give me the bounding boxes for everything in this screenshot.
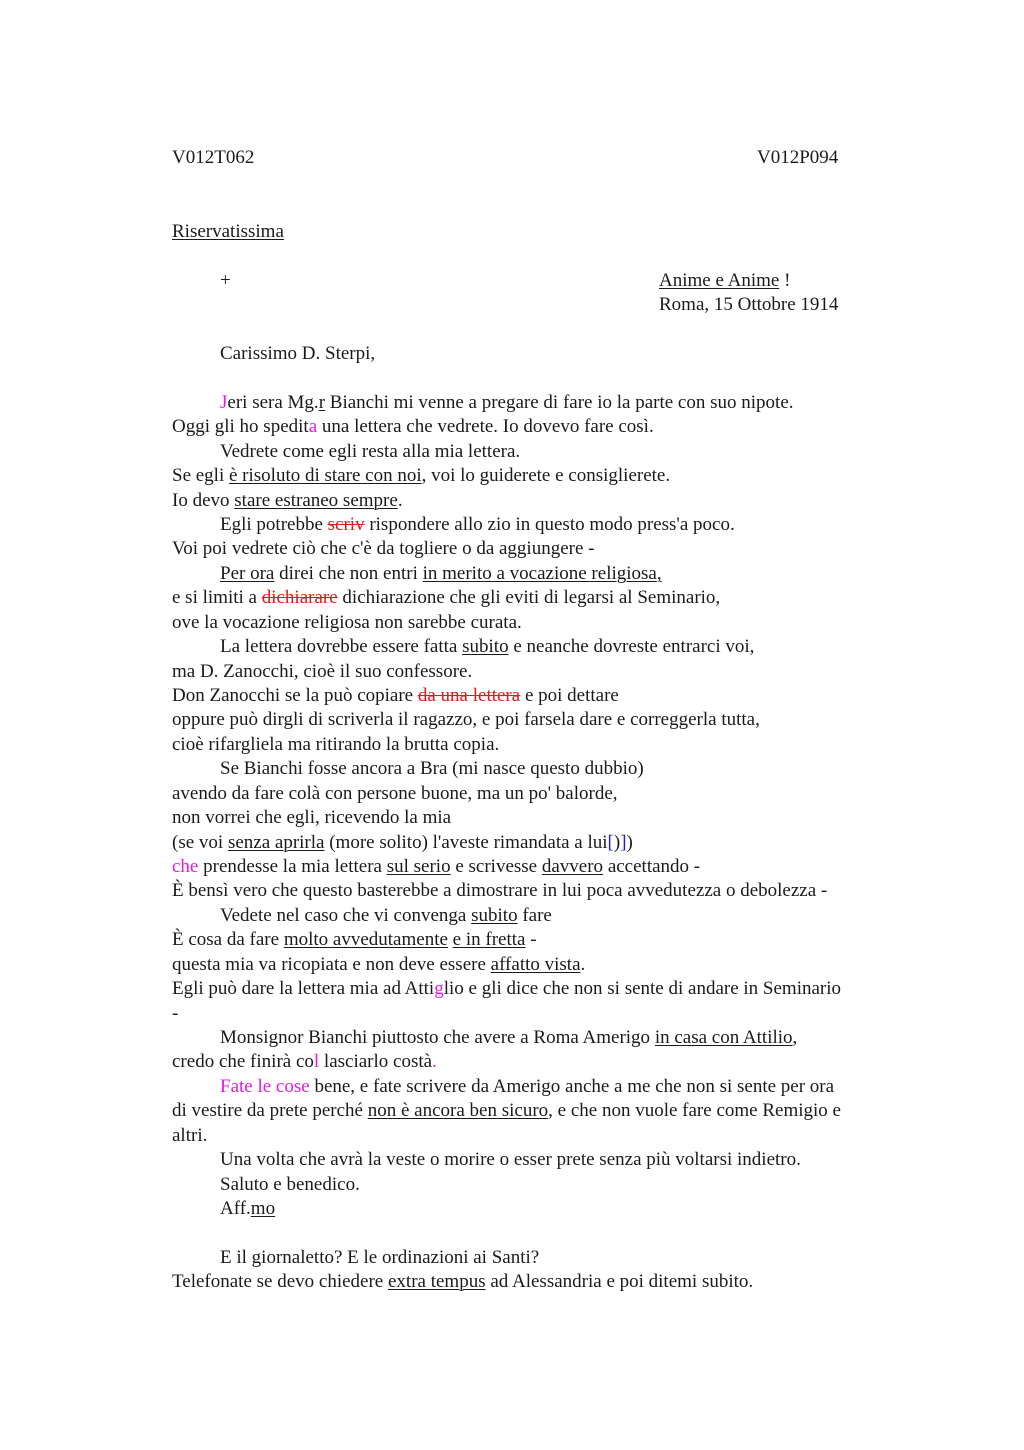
- line-text: È cosa da fare: [172, 929, 284, 950]
- editorial-bracket: [: [607, 832, 614, 853]
- line-text: eri sera Mg.: [227, 392, 319, 413]
- letter-line: [172, 977, 841, 1001]
- letter-line: [172, 855, 700, 879]
- letter-line: Una volta che avrà la veste o morire o esser prete senza più voltarsi indietro.: [220, 1149, 801, 1170]
- letter-line: [172, 489, 403, 513]
- line-text: Don Zanocchi se la può copiare: [172, 685, 418, 706]
- letter-line: [172, 1050, 437, 1074]
- letter-line: non vorrei che egli, ricevendo la mia: [172, 807, 452, 828]
- motto-text: Anime e Anime: [659, 270, 780, 291]
- underlined-text: e in fretta: [452, 929, 526, 950]
- line-text: direi che non entri: [274, 563, 423, 584]
- letter-line: [220, 1026, 797, 1050]
- line-text: -: [525, 929, 537, 950]
- line-text: ,: [792, 1027, 798, 1048]
- letter-line: [220, 391, 794, 415]
- line-text: e poi dettare: [520, 685, 619, 706]
- line-text: Aff.: [220, 1198, 251, 1219]
- line-text: prendesse la mia lettera: [198, 856, 387, 877]
- letter-line: [220, 513, 735, 537]
- line-text: accettando -: [603, 856, 701, 877]
- signature-line: [220, 1197, 275, 1221]
- line-text: bene, e fate scrivere da Amerigo anche a me che non si sente per ora: [309, 1076, 835, 1097]
- letter-line: Voi poi vedrete ciò che c'è da togliere o da aggiungere -: [172, 538, 595, 559]
- line-text: Oggi gli ho spedit: [172, 416, 309, 437]
- underlined-text: in merito a vocazione religiosa: [422, 563, 657, 584]
- letter-line: [172, 684, 619, 708]
- letter-line: È bensì vero che questo basterebbe a dimostrare in lui poca avvedutezza o debolezza -: [172, 880, 828, 901]
- letter-line: [172, 1099, 841, 1123]
- motto-tail: !: [779, 270, 791, 291]
- letter-line: [172, 415, 654, 439]
- line-text: questa mia va ricopiata e non deve essere: [172, 954, 491, 975]
- letter-line: [172, 464, 670, 488]
- underlined-text: Per ora: [220, 563, 275, 584]
- added-text: che: [172, 856, 199, 877]
- line-text: Bianchi mi venne a pregare di fare io la parte con suo nipote.: [325, 392, 794, 413]
- letter-line: cioè rifargliela ma ritirando la brutta copia.: [172, 734, 500, 755]
- line-text: e scrivesse: [450, 856, 542, 877]
- deleted-text: scriv: [327, 514, 365, 535]
- line-text: e neanche dovreste entrarci voi,: [508, 636, 755, 657]
- deleted-text: dichiarare: [261, 587, 338, 608]
- line-text: lasciarlo costà: [319, 1051, 433, 1072]
- underlined-text: molto avvedutamente: [283, 929, 448, 950]
- letter-line: -: [172, 1003, 179, 1024]
- line-text: (more solito) l'aveste rimandata a lui: [324, 832, 608, 853]
- letter-line: [172, 928, 537, 952]
- line-text: Io devo: [172, 490, 235, 511]
- underlined-text: in casa con Attilio: [654, 1027, 793, 1048]
- letter-line: [220, 635, 754, 659]
- letter-line: [172, 831, 633, 855]
- letter-line: oppure può dirgli di scriverla il ragazzo, e poi farsela dare e correggerla tutta,: [172, 709, 760, 730]
- letter-line: [172, 953, 585, 977]
- letter-line: avendo da fare colà con persone buone, ma un po' balorde,: [172, 783, 618, 804]
- underlined-text: non è ancora ben sicuro: [367, 1100, 549, 1121]
- line-text: ): [613, 832, 621, 853]
- line-text: Egli può dare la lettera mia ad Atti: [172, 978, 435, 999]
- underlined-text: è risoluto di stare con noi: [229, 465, 422, 486]
- postscript-line: [172, 1270, 753, 1294]
- line-text: , voi lo guiderete e consiglierete.: [421, 465, 671, 486]
- confidential-marking-text: Riservatissima: [172, 221, 284, 242]
- deleted-text: da una lettera: [417, 685, 521, 706]
- line-text: .: [580, 954, 586, 975]
- document-code-right: V012P094: [757, 147, 839, 168]
- underlined-text: senza aprirla: [227, 832, 325, 853]
- confidential-marking: [172, 220, 284, 244]
- motto: [659, 269, 790, 293]
- underlined-text: r: [318, 392, 326, 413]
- underlined-text: davvero: [541, 856, 604, 877]
- line-text: fare: [517, 905, 552, 926]
- line-text: , e che non vuole fare come Remigio e: [548, 1100, 841, 1121]
- salutation: Carissimo D. Sterpi,: [220, 343, 376, 364]
- line-text: e si limiti a: [172, 587, 262, 608]
- letter-line: Vedrete come egli resta alla mia lettera.: [220, 441, 521, 462]
- line-text: una lettera che vedrete. Io dovevo fare così.: [317, 416, 654, 437]
- letter-line: Saluto e benedico.: [220, 1174, 360, 1195]
- editorial-bracket: ]: [620, 832, 627, 853]
- underlined-text: stare estraneo sempre: [234, 490, 398, 511]
- letter-line: ove la vocazione religiosa non sarebbe curata.: [172, 612, 522, 633]
- line-text: rispondere allo zio in questo modo press'a poco.: [364, 514, 735, 535]
- added-text: g: [434, 978, 444, 999]
- line-text: dichiarazione che gli eviti di legarsi al Seminario,: [337, 587, 721, 608]
- place-date: Roma, 15 Ottobre 1914: [659, 294, 839, 315]
- line-text: Egli potrebbe: [220, 514, 328, 535]
- added-text: l: [313, 1051, 320, 1072]
- added-text: Fate le cose: [220, 1076, 310, 1097]
- line-text: ad Alessandria e poi ditemi subito.: [485, 1271, 754, 1292]
- line-text: Vedete nel caso che vi convenga: [220, 905, 472, 926]
- added-text: J: [220, 392, 228, 413]
- letter-line: ma D. Zanocchi, cioè il suo confessore.: [172, 661, 473, 682]
- line-text: Telefonate se devo chiedere: [172, 1271, 388, 1292]
- underlined-text: affatto vista: [490, 954, 581, 975]
- underlined-text: mo: [250, 1198, 276, 1219]
- line-text: Monsignor Bianchi piuttosto che avere a Roma Amerigo: [220, 1027, 655, 1048]
- line-text: .: [397, 490, 403, 511]
- postscript-line: E il giornaletto? E le ordinazioni ai Santi?: [220, 1247, 540, 1268]
- letter-line: [172, 586, 720, 610]
- line-text: Se egli: [172, 465, 229, 486]
- underlined-text: sul serio: [386, 856, 451, 877]
- line-text: di vestire da prete perché: [172, 1100, 368, 1121]
- line-text: ): [626, 832, 633, 853]
- letter-line: Per ora direi che non entri in merito a vocazione religiosa,: [220, 563, 662, 584]
- added-text: .: [432, 1051, 437, 1072]
- letter-line: [220, 1075, 834, 1099]
- cross-symbol: +: [220, 270, 231, 291]
- letter-line: Se Bianchi fosse ancora a Bra (mi nasce questo dubbio): [220, 758, 644, 779]
- letter-line: [220, 904, 552, 928]
- line-text: (se voi: [172, 832, 228, 853]
- underlined-text: subito: [471, 905, 518, 926]
- underlined-text: extra tempus: [388, 1271, 486, 1292]
- added-text: a: [308, 416, 318, 437]
- underlined-text: subito: [462, 636, 509, 657]
- line-text: lio e gli dice che non si sente di andare in Seminario: [443, 978, 842, 999]
- line-text: credo che finirà co: [172, 1051, 314, 1072]
- letter-line: altri.: [172, 1125, 208, 1146]
- line-text: La lettera dovrebbe essere fatta: [220, 636, 463, 657]
- document-code-left: V012T062: [172, 147, 255, 168]
